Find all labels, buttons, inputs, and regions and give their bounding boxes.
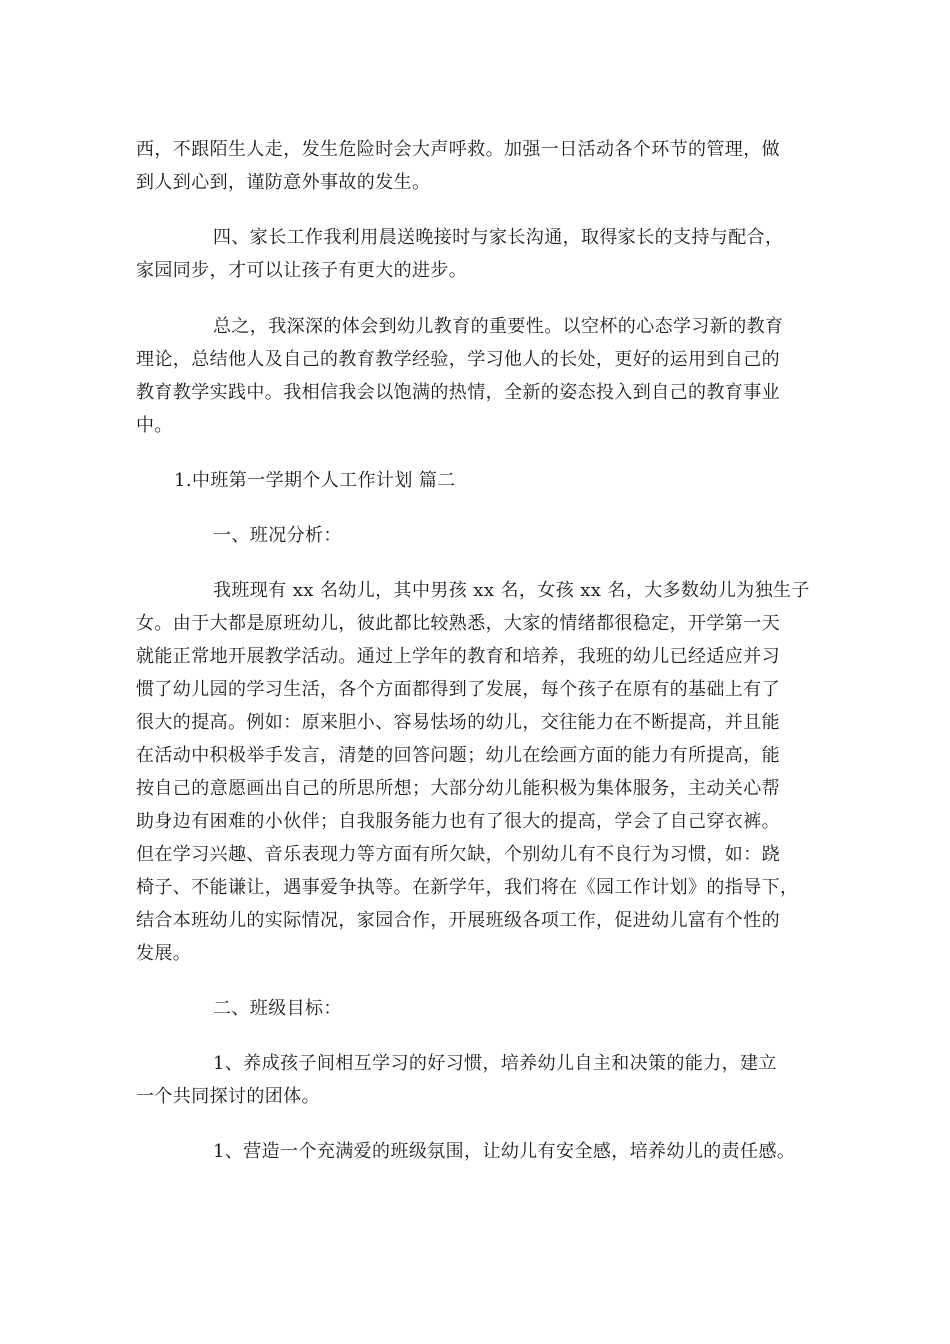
text-line: 西，不跟陌生人走，发生危险时会大声呼救。加强一日活动各个环节的管理，做: [136, 139, 780, 160]
subsection-heading: 一、班况分析：: [213, 525, 342, 546]
text-line: 惯了幼儿园的学习生活，各个方面都得到了发展，每个孩子在原有的基础上有了: [136, 679, 780, 700]
text-line: 中。: [136, 415, 173, 436]
text-line: 就能正常地开展教学活动。通过上学年的教育和培养，我班的幼儿已经适应并习: [136, 646, 780, 667]
text-line: 助身边有困难的小伙伴；自我服务能力也有了很大的提高，学会了自己穿衣裤。: [136, 811, 780, 832]
text-line: 我班现有 xx 名幼儿，其中男孩 xx 名，女孩 xx 名，大多数幼儿为独生子: [213, 580, 810, 601]
text-line: 教育教学实践中。我相信我会以饱满的热情，全新的姿态投入到自己的教育事业: [136, 382, 780, 403]
text-line: 一个共同探讨的团体。: [136, 1086, 320, 1107]
subsection-heading: 二、班级目标：: [213, 998, 342, 1019]
text-line: 发展。: [136, 943, 192, 964]
text-line: 但在学习兴趣、音乐表现力等方面有所欠缺，个别幼儿有不良行为习惯，如：跷: [136, 844, 780, 865]
text-line: 1、营造一个充满爱的班级氛围，让幼儿有安全感，培养幼儿的责任感。: [213, 1141, 796, 1162]
text-line: 总之，我深深的体会到幼儿教育的重要性。以空杯的心态学习新的教育: [213, 316, 784, 337]
text-line: 理论，总结他人及自己的教育教学经验，学习他人的长处，更好的运用到自己的: [136, 349, 780, 370]
text-line: 到人到心到，谨防意外事故的发生。: [136, 172, 431, 193]
text-line: 1、养成孩子间相互学习的好习惯，培养幼儿自主和决策的能力，建立: [213, 1053, 777, 1074]
text-line: 很大的提高。例如：原来胆小、容易怯场的幼儿，交往能力在不断提高，并且能: [136, 712, 780, 733]
text-line: 四、家长工作我利用晨送晚接时与家长沟通，取得家长的支持与配合，: [213, 227, 784, 248]
text-line: 椅子、不能谦让，遇事爱争执等。在新学年，我们将在《园工作计划》的指导下，: [136, 877, 799, 898]
text-line: 女。由于大都是原班幼儿，彼此都比较熟悉，大家的情绪都很稳定，开学第一天: [136, 613, 780, 634]
section-heading: 1.中班第一学期个人工作计划 篇二: [174, 470, 456, 491]
text-line: 结合本班幼儿的实际情况，家园合作，开展班级各项工作，促进幼儿富有个性的: [136, 910, 780, 931]
text-line: 在活动中积极举手发言，清楚的回答问题；幼儿在绘画方面的能力有所提高，能: [136, 745, 780, 766]
text-line: 家园同步，才可以让孩子有更大的进步。: [136, 260, 468, 281]
text-line: 按自己的意愿画出自己的所思所想；大部分幼儿能积极为集体服务，主动关心帮: [136, 778, 780, 799]
